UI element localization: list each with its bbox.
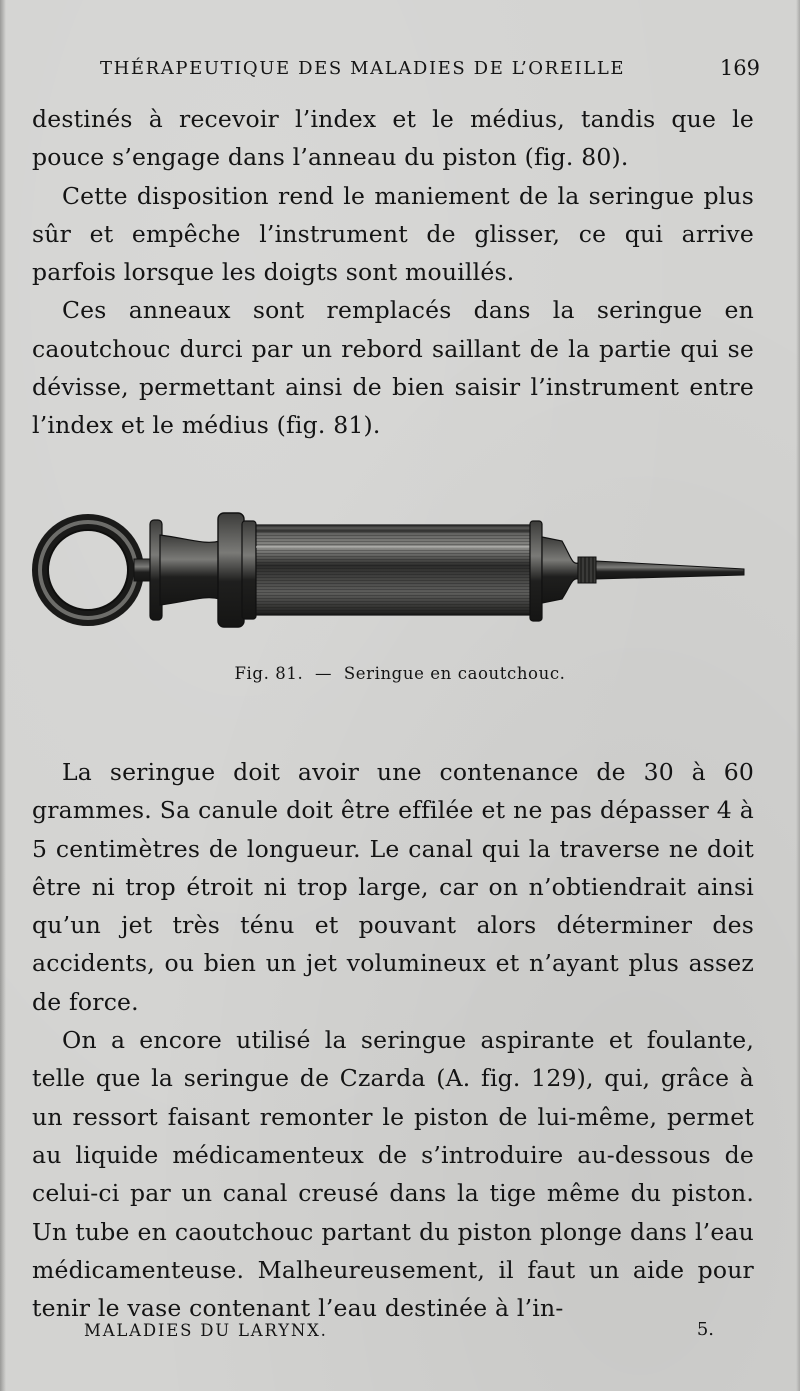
paragraph: destinés à recevoir l’index et le médius, tandis que le pouce s’engage dans l’anneau du piston (fig. 80). (32, 105, 754, 172)
figure-caption-dash: — (315, 664, 333, 683)
figure-caption-number: Fig. 81. (234, 664, 304, 683)
figure-caption-text: Seringue en caoutchouc. (343, 664, 566, 683)
paragraph: On a encore utilisé la seringue aspirante et foulante, telle que la seringue de Czarda (A. fig. 129), qui, grâce à un ressort faisant remonter le piston de lui-même, permet au liquide médicamenteux de s’introduire au-dessous de celui-ci par un canal creusé dans la tige même du piston. Un tube en caoutchouc partant du piston plonge dans l’eau médicamenteuse. Malheureusement, il faut un aide pour tenir le vase contenant l’eau destinée à l’in- (32, 1026, 754, 1323)
text-block-before-figure (32, 100, 754, 445)
syringe-illustration-icon (30, 495, 760, 645)
text-block-after-figure (32, 753, 754, 1327)
signature-number: 5. (696, 1319, 714, 1340)
figure-caption (0, 664, 800, 683)
signature-line (84, 1321, 714, 1347)
running-head (100, 58, 760, 88)
page-number: 169 (719, 56, 760, 80)
running-head-title: THÉRAPEUTIQUE DES MALADIES DE L’OREILLE (100, 58, 626, 79)
paragraph: La seringue doit avoir une contenance de 30 à 60 grammes. Sa canule doit être effilée et ne pas dépasser 4 à 5 centimètres de longueur. Le canal qui la traverse ne doit être ni trop étroit ni trop large, car on n’obtiendrait ainsi qu’un jet très ténu et pouvant alors déterminer des accidents, ou bien un jet volumineux et n’ayant plus assez de force. (32, 758, 754, 1016)
signature-title: MALADIES DU LARYNX. (84, 1321, 328, 1340)
paragraph: Cette disposition rend le maniement de la seringue plus sûr et empêche l’instrument de glisser, ce qui arrive parfois lorsque les doigts sont mouillés. (32, 181, 754, 287)
paragraph: Ces anneaux sont remplacés dans la seringue en caoutchouc durci par un rebord saillant de la partie qui se dévisse, permettant ainsi de bien saisir l’instrument entre l’index et le médius (fig. 81). (32, 296, 754, 440)
